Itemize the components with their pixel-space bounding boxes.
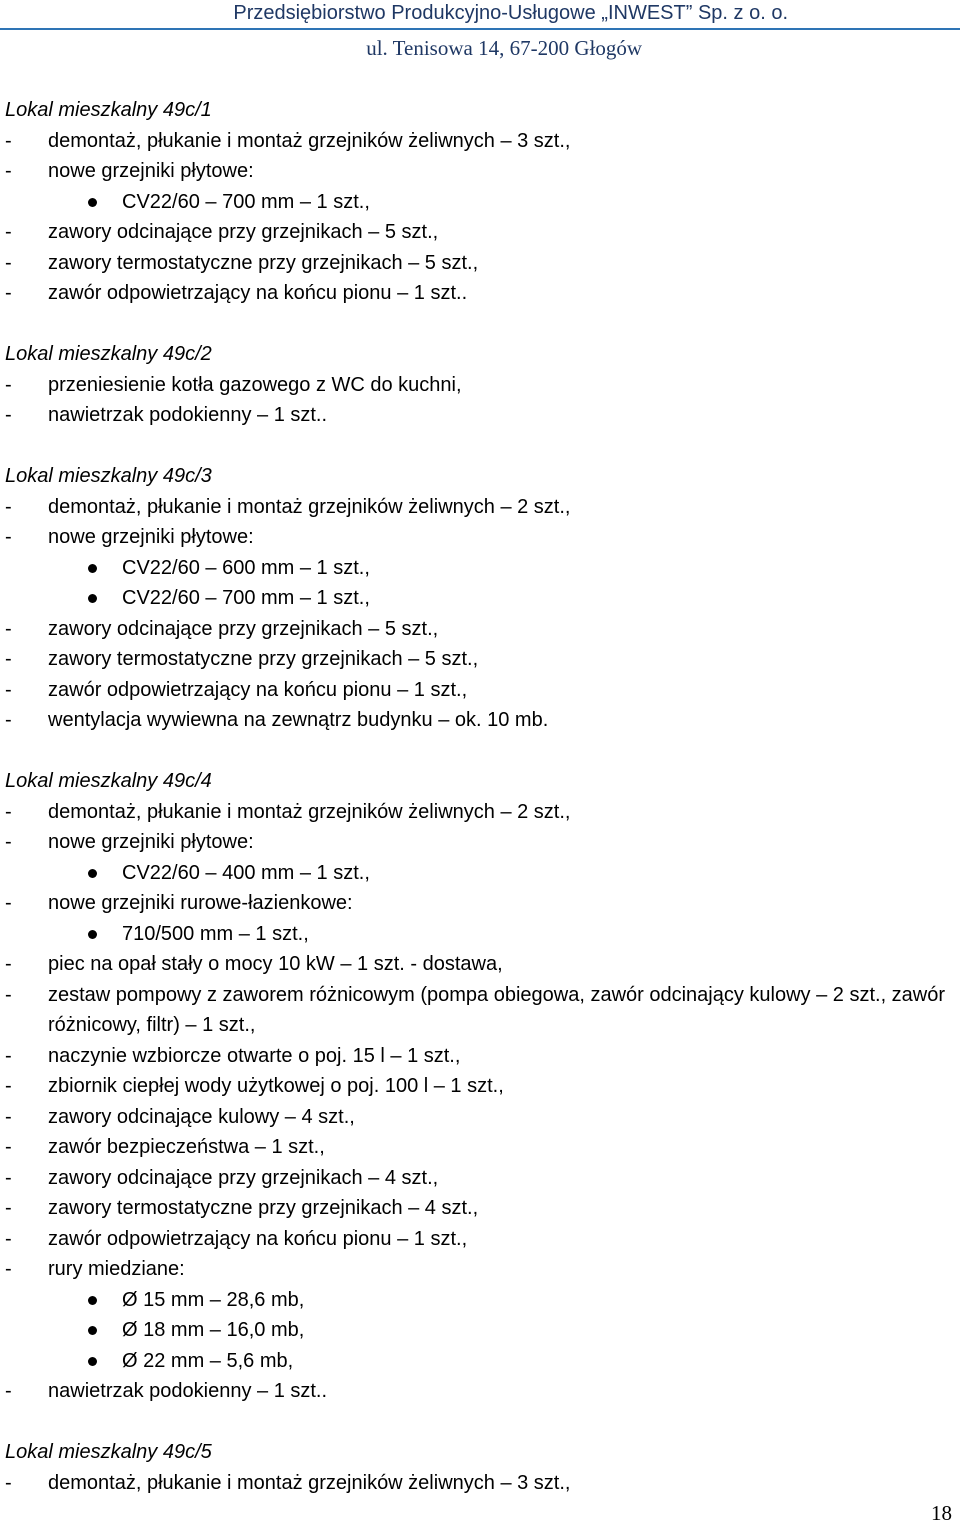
list-item-text: zawory odcinające przy grzejnikach – 5 szt., <box>48 221 439 243</box>
section-title: Lokal mieszkalny 49c/2 <box>5 343 212 365</box>
bullet-icon <box>88 1296 97 1305</box>
list-item-text: nowe grzejniki rurowe-łazienkowe: <box>48 892 353 914</box>
dash-marker: - <box>5 1471 12 1494</box>
dash-marker: - <box>5 404 12 426</box>
list-item <box>5 1224 955 1255</box>
section-title: Lokal mieszkalny 49c/1 <box>5 99 212 121</box>
document-body <box>5 95 955 1498</box>
sub-list-item <box>5 1315 955 1346</box>
list-item-text: zawory odcinające kulowy – 4 szt., <box>48 1105 355 1128</box>
list-item-text: naczynie wzbiorcze otwarte o poj. 15 l – 1 szt., <box>48 1044 461 1067</box>
dash-marker: - <box>5 221 12 243</box>
dash-marker: - <box>5 251 12 274</box>
list-item <box>5 1041 955 1072</box>
dash-marker: - <box>5 495 12 518</box>
sub-list-item <box>5 187 955 218</box>
dash-marker: - <box>5 1380 12 1402</box>
apartment-section <box>5 95 955 309</box>
sub-list-item-text: CV22/60 – 600 mm – 1 szt., <box>122 556 370 579</box>
dash-marker: - <box>5 1166 12 1189</box>
page-number: 18 <box>931 1501 952 1525</box>
list-item <box>5 888 955 919</box>
bullet-icon <box>88 1326 97 1335</box>
list-item <box>5 827 955 858</box>
dash-marker: - <box>5 129 12 152</box>
dash-marker: - <box>5 526 12 548</box>
list-item-text: zawór odpowietrzający na końcu pionu – 1 szt., <box>48 1227 468 1250</box>
sub-list-item-text: CV22/60 – 700 mm – 1 szt., <box>122 587 370 609</box>
list-item <box>5 949 955 980</box>
list-item-text: demontaż, płukanie i montaż grzejników żeliwnych – 2 szt., <box>48 800 571 823</box>
sub-list-item <box>5 583 955 614</box>
list-item-text: zawory odcinające przy grzejnikach – 5 szt., <box>48 617 439 640</box>
dash-marker: - <box>5 282 12 304</box>
list-item-text: piec na opał stały o mocy 10 kW – 1 szt. - dostawa, <box>48 953 503 975</box>
dash-marker: - <box>5 678 12 701</box>
list-item <box>5 614 955 645</box>
list-item <box>5 1163 955 1194</box>
list-item <box>5 1376 955 1407</box>
dash-marker: - <box>5 892 12 914</box>
sub-list-item-text: Ø 18 mm – 16,0 mb, <box>122 1319 305 1341</box>
list-item <box>5 278 955 309</box>
list-item-text: wentylacja wywiewna na zewnątrz budynku – ok. 10 mb. <box>48 709 549 731</box>
sub-list-item-text: CV22/60 – 400 mm – 1 szt., <box>122 861 370 884</box>
sub-list-item <box>5 1346 955 1377</box>
apartment-section <box>5 339 955 431</box>
list-item-text: zawory odcinające przy grzejnikach – 4 szt., <box>48 1166 439 1189</box>
list-item <box>5 1132 955 1163</box>
list-item <box>5 1071 955 1102</box>
list-item-text: demontaż, płukanie i montaż grzejników żeliwnych – 3 szt., <box>48 129 571 152</box>
dash-marker: - <box>5 953 12 975</box>
sub-list-item <box>5 1285 955 1316</box>
dash-marker: - <box>5 1197 12 1219</box>
section-title: Lokal mieszkalny 49c/3 <box>5 465 212 487</box>
list-item-text: zawory termostatyczne przy grzejnikach – 5 szt., <box>48 251 479 274</box>
list-item <box>5 1193 955 1224</box>
list-item-text: demontaż, płukanie i montaż grzejników żeliwnych – 3 szt., <box>48 1471 571 1494</box>
bullet-icon <box>88 198 97 207</box>
section-title: Lokal mieszkalny 49c/5 <box>5 1441 212 1463</box>
list-item-text: zawór odpowietrzający na końcu pionu – 1 szt.. <box>48 282 468 304</box>
list-item <box>5 248 955 279</box>
dash-marker: - <box>5 1258 12 1280</box>
sub-list-item <box>5 919 955 950</box>
dash-marker: - <box>5 1075 12 1097</box>
bullet-icon <box>88 1357 97 1366</box>
dash-marker: - <box>5 1044 12 1067</box>
dash-marker: - <box>5 617 12 640</box>
list-item-text: zawór odpowietrzający na końcu pionu – 1 szt., <box>48 678 468 701</box>
bullet-icon <box>88 564 97 573</box>
sub-list-item-text: CV22/60 – 700 mm – 1 szt., <box>122 190 370 213</box>
list-item <box>5 217 955 248</box>
dash-marker: - <box>5 831 12 853</box>
list-item-text: nawietrzak podokienny – 1 szt.. <box>48 1380 328 1402</box>
list-item <box>5 705 955 736</box>
list-item <box>5 980 955 1041</box>
sub-list-item <box>5 553 955 584</box>
list-item <box>5 522 955 553</box>
apartment-section <box>5 461 955 736</box>
list-item <box>5 370 955 401</box>
list-item <box>5 400 955 431</box>
apartment-section <box>5 766 955 1407</box>
list-item-text: demontaż, płukanie i montaż grzejników żeliwnych – 2 szt., <box>48 495 571 518</box>
sub-list-item-text: Ø 15 mm – 28,6 mb, <box>122 1288 305 1311</box>
list-item-text: nawietrzak podokienny – 1 szt.. <box>48 404 328 426</box>
dash-marker: - <box>5 1227 12 1250</box>
list-item <box>5 126 955 157</box>
list-item-text: zbiornik ciepłej wody użytkowej o poj. 100 l – 1 szt., <box>48 1075 504 1097</box>
list-item-text: zawory termostatyczne przy grzejnikach – 5 szt., <box>48 648 479 670</box>
list-item <box>5 675 955 706</box>
list-item-text: zawory termostatyczne przy grzejnikach – 4 szt., <box>48 1197 479 1219</box>
bullet-icon <box>88 869 97 878</box>
list-item <box>5 492 955 523</box>
dash-marker: - <box>5 800 12 823</box>
sub-list-item-text: Ø 22 mm – 5,6 mb, <box>122 1349 294 1372</box>
dash-marker: - <box>5 1105 12 1128</box>
dash-marker: - <box>5 373 12 396</box>
section-title: Lokal mieszkalny 49c/4 <box>5 770 212 792</box>
list-item <box>5 644 955 675</box>
header-company-name: Przedsiębiorstwo Produkcyjno-Usługowe „INWEST” Sp. z o. o. <box>233 2 788 24</box>
dash-marker: - <box>5 648 12 670</box>
list-item-text: zawór bezpieczeństwa – 1 szt., <box>48 1136 325 1158</box>
list-item-text: nowe grzejniki płytowe: <box>48 160 254 182</box>
list-item-text: przeniesienie kotła gazowego z WC do kuchni, <box>48 373 462 396</box>
dash-marker: - <box>5 1136 12 1158</box>
bullet-icon <box>88 594 97 603</box>
list-item-text: rury miedziane: <box>48 1258 185 1280</box>
header-address: ul. Tenisowa 14, 67-200 Głogów <box>366 36 642 60</box>
list-item-text: zestaw pompowy z zaworem różnicowym (pompa obiegowa, zawór odcinający kulowy – 2 szt., zawór różnicowy, filtr) – 1 szt., <box>48 983 946 1036</box>
list-item <box>5 1102 955 1133</box>
sub-list-item <box>5 858 955 889</box>
bullet-icon <box>88 930 97 939</box>
sub-list-item-text: 710/500 mm – 1 szt., <box>122 922 309 945</box>
dash-marker: - <box>5 709 12 731</box>
apartment-section <box>5 1437 955 1498</box>
list-item-text: nowe grzejniki płytowe: <box>48 526 254 548</box>
dash-marker: - <box>5 983 12 1006</box>
list-item <box>5 1254 955 1285</box>
header-divider <box>0 28 960 30</box>
list-item <box>5 156 955 187</box>
list-item <box>5 1468 955 1499</box>
list-item <box>5 797 955 828</box>
dash-marker: - <box>5 160 12 182</box>
list-item-text: nowe grzejniki płytowe: <box>48 831 254 853</box>
